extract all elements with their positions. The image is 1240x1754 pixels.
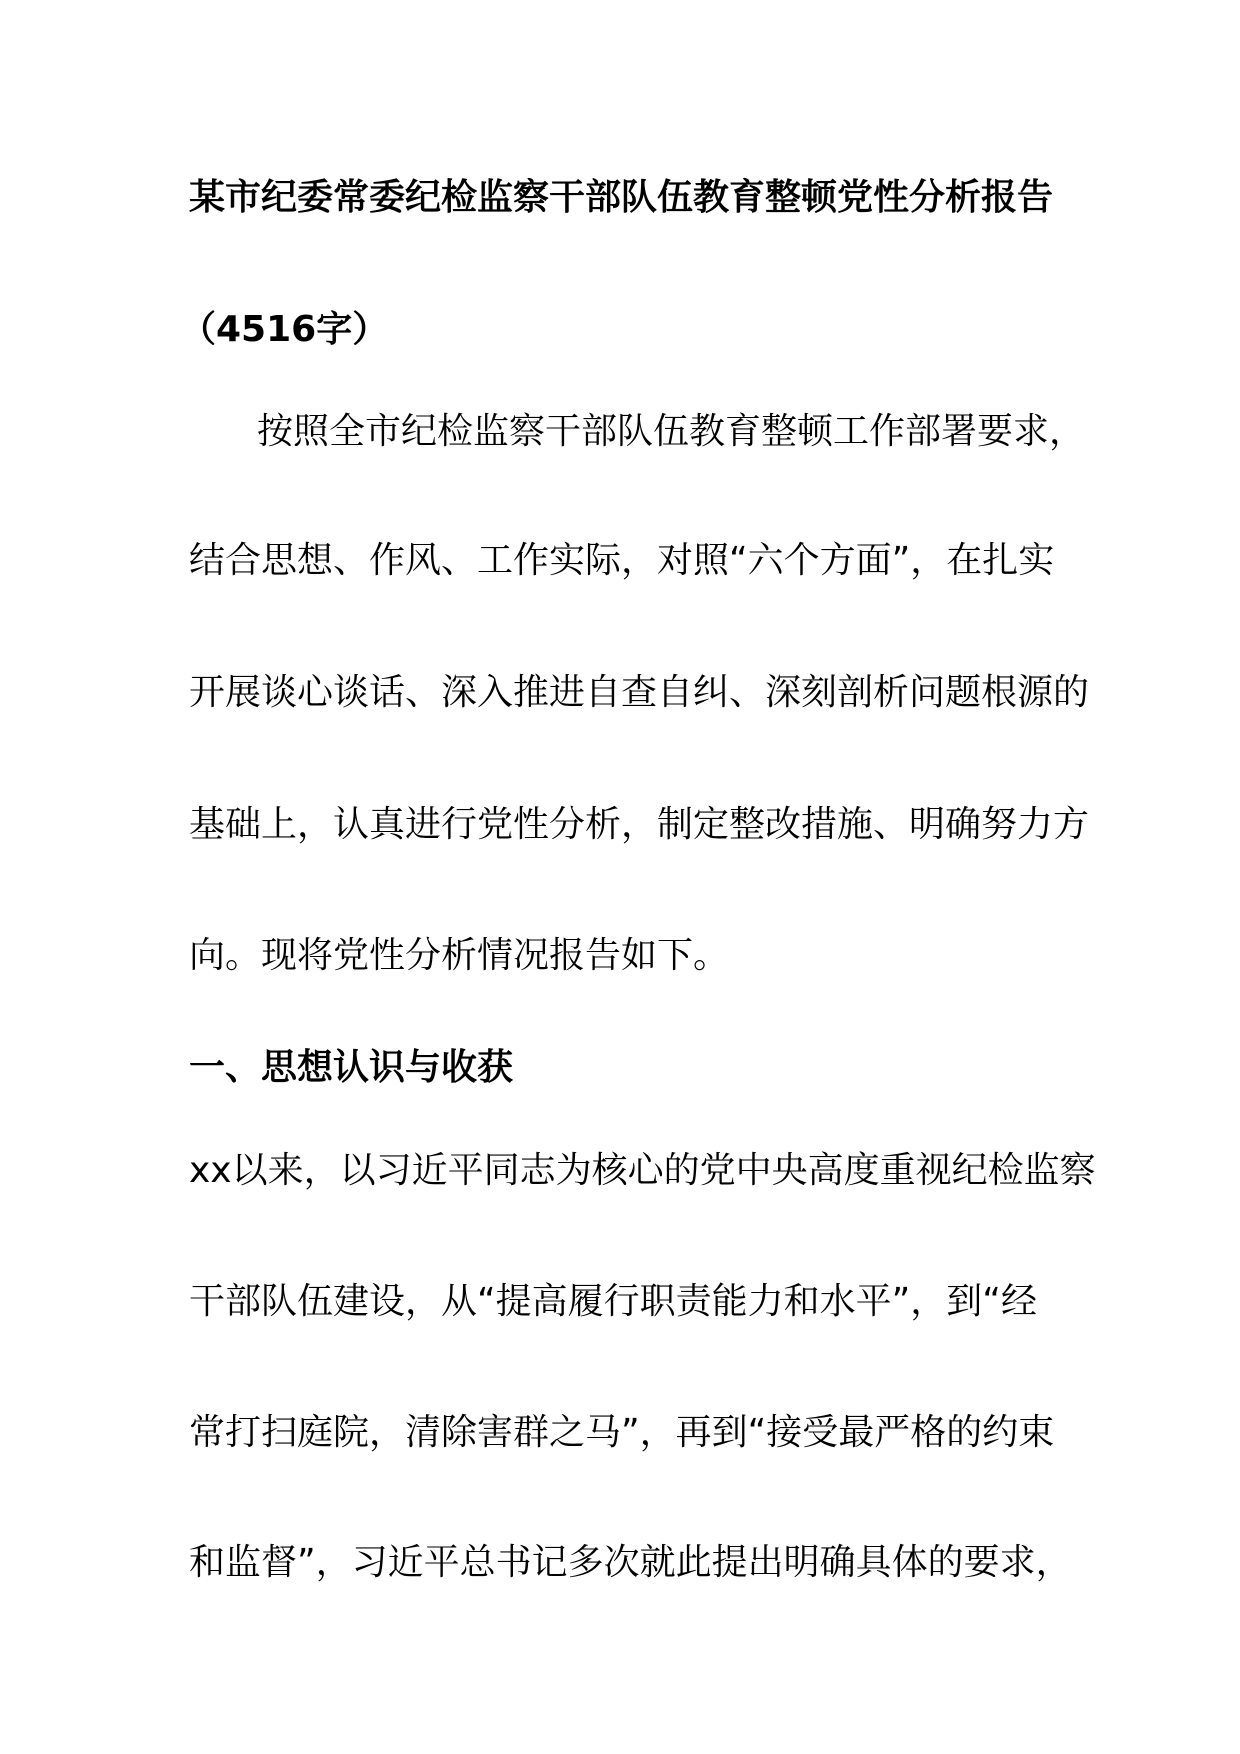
- word-count: （4516字）: [180, 309, 389, 350]
- paragraph-line: 向。现将党性分析情况报告如下。: [189, 935, 730, 976]
- paragraph-line: 按照全市纪检监察干部队伍教育整顿工作部署要求，: [257, 411, 1086, 452]
- paragraph-line: 和监督”，习近平总书记多次就此提出明确具体的要求，: [189, 1542, 1072, 1583]
- paragraph-line: 常打扫庭院，清除害群之马”，再到“接受最严格的约束: [189, 1412, 1055, 1453]
- paragraph-line: 干部队伍建设，从“提高履行职责能力和水平”，到“经: [189, 1281, 1037, 1322]
- paragraph-line: 开展谈心谈话、深入推进自查自纠、深刻剖析问题根源的: [189, 672, 1090, 713]
- paragraph-line: xx以来，以习近平同志为核心的党中央高度重视纪检监察: [189, 1150, 1096, 1191]
- section-heading: 一、思想认识与收获: [189, 1047, 514, 1088]
- document-title: 某市纪委常委纪检监察干部队伍教育整顿党性分析报告: [189, 177, 1054, 218]
- paragraph-line: 基础上，认真进行党性分析，制定整改措施、明确努力方: [189, 804, 1090, 845]
- paragraph-line: 结合思想、作风、工作实际，对照“六个方面”，在扎实: [189, 540, 1055, 581]
